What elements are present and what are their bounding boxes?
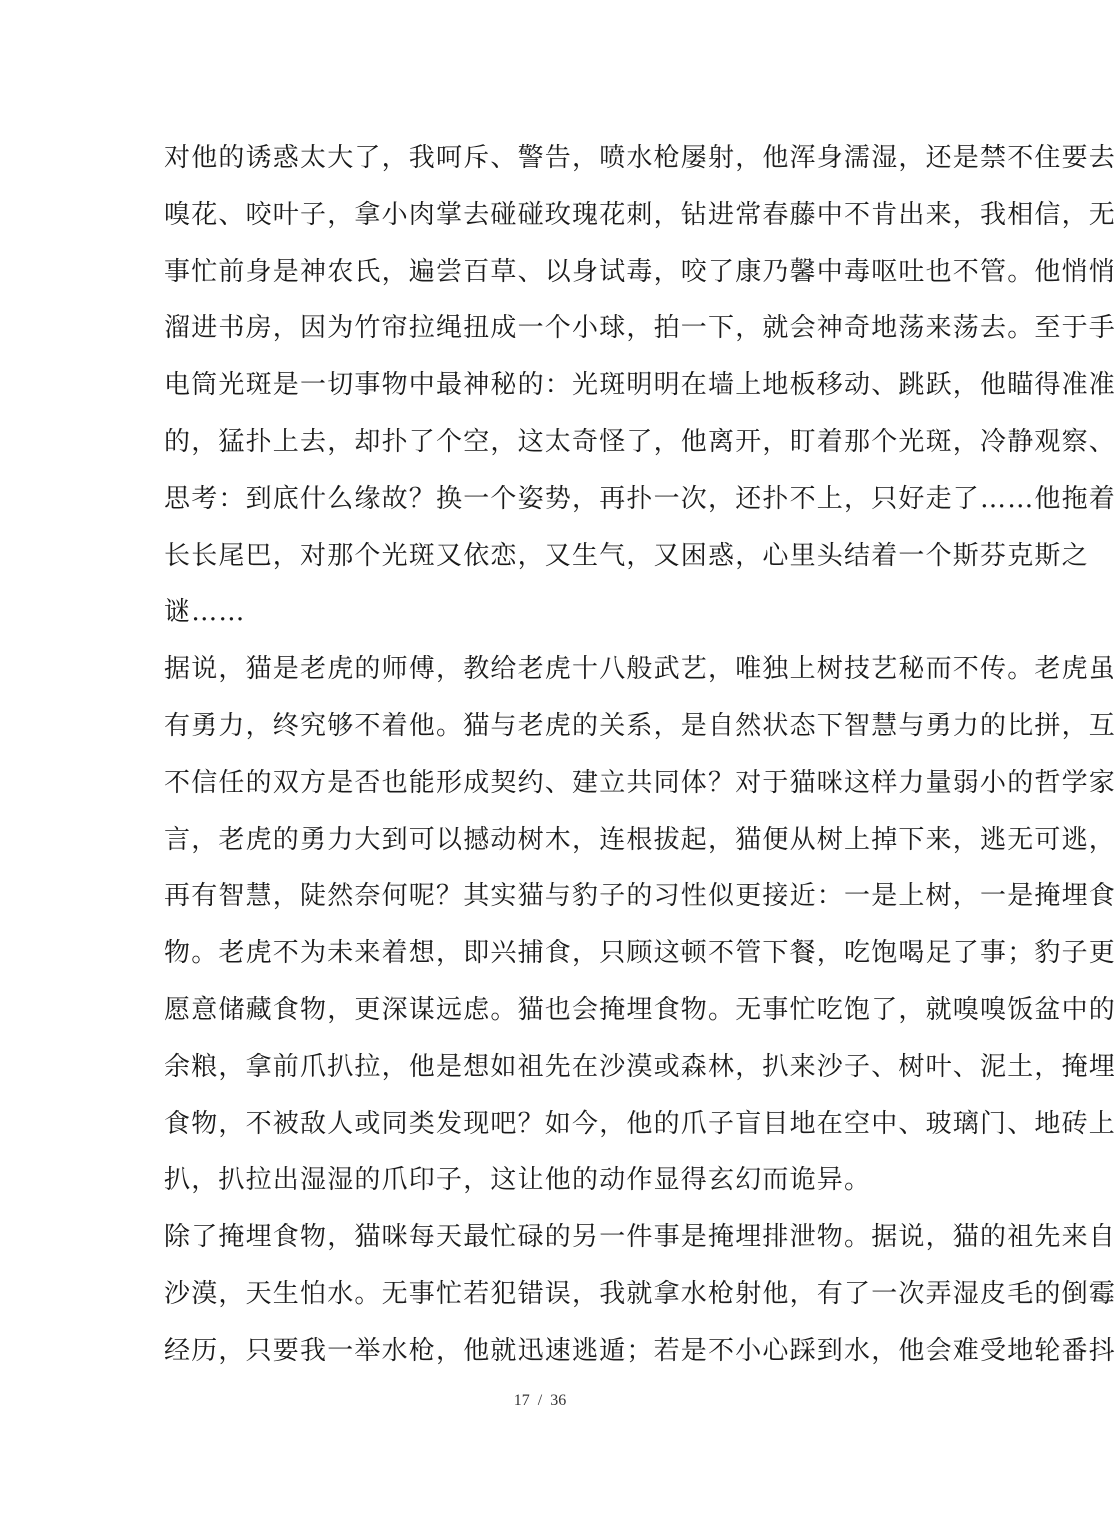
- text-line: 愿意储藏食物，更深谋远虑。猫也会掩埋食物。无事忙吃饱了，就嗅嗅饭盆中的: [164, 994, 1116, 1025]
- text-line: 物。老虎不为未来着想，即兴捕食，只顾这顿不管下餐，吃饱喝足了事；豹子更: [164, 938, 1116, 969]
- text-line: 经历，只要我一举水枪，他就迅速逃遁；若是不小心踩到水，他会难受地轮番抖: [164, 1335, 1116, 1366]
- page-number-separator: /: [537, 1392, 543, 1409]
- body-text: [164, 136, 1116, 1386]
- text-line: 长长尾巴，对那个光斑又依恋，又生气，又困惑，心里头结着一个斯芬克斯之: [164, 540, 1089, 571]
- text-line: 思考：到底什么缘故？换一个姿势，再扑一次，还扑不上，只好走了……他拖着: [164, 483, 1116, 514]
- text-line: 食物，不被敌人或同类发现吧？如今，他的爪子盲目地在空中、玻璃门、地砖上: [164, 1108, 1116, 1139]
- text-line: 除了掩埋食物，猫咪每天最忙碌的另一件事是掩埋排泄物。据说，猫的祖先来自: [164, 1222, 1116, 1253]
- text-line: 扒，扒拉出湿湿的爪印子，这让他的动作显得玄幻而诡异。: [164, 1165, 872, 1196]
- text-line: 不信任的双方是否也能形成契约、建立共同体？对于猫咪这样力量弱小的哲学家: [164, 767, 1116, 798]
- text-line: 沙漠，天生怕水。无事忙若犯错误，我就拿水枪射他，有了一次弄湿皮毛的倒霉: [164, 1278, 1116, 1309]
- text-line: 谜……: [164, 597, 246, 628]
- page-number: [0, 1392, 1080, 1410]
- text-line: 据说，猫是老虎的师傅，教给老虎十八般武艺，唯独上树技艺秘而不传。老虎虽: [164, 654, 1116, 685]
- text-line: 余粮，拿前爪扒拉，他是想如祖先在沙漠或森林，扒来沙子、树叶、泥土，掩埋: [164, 1051, 1116, 1082]
- text-line: 有勇力，终究够不着他。猫与老虎的关系，是自然状态下智慧与勇力的比拼，互: [164, 710, 1116, 741]
- text-line: 的，猛扑上去，却扑了个空，这太奇怪了，他离开，盯着那个光斑，冷静观察、: [164, 426, 1116, 457]
- text-line: 事忙前身是神农氏，遍尝百草、以身试毒，咬了康乃馨中毒呕吐也不管。他悄悄: [164, 256, 1116, 287]
- text-line: 溜进书房，因为竹帘拉绳扭成一个小球，拍一下，就会神奇地荡来荡去。至于手: [164, 313, 1116, 344]
- page-number-current: 17: [513, 1392, 530, 1409]
- text-line: 嗅花、咬叶子，拿小肉掌去碰碰玫瑰花刺，钻进常春藤中不肯出来，我相信，无: [164, 199, 1116, 230]
- page-number-total: 36: [550, 1392, 567, 1409]
- text-line: 对他的诱惑太大了，我呵斥、警告，喷水枪屡射，他浑身濡湿，还是禁不住要去: [164, 143, 1116, 173]
- text-line: 言，老虎的勇力大到可以撼动树木，连根拔起，猫便从树上掉下来，逃无可逃，: [164, 824, 1116, 855]
- text-line: 再有智慧，陡然奈何呢？其实猫与豹子的习性似更接近：一是上树，一是掩埋食: [164, 881, 1116, 912]
- text-line: 电筒光斑是一切事物中最神秘的：光斑明明在墙上地板移动、跳跃，他瞄得准准: [164, 370, 1116, 401]
